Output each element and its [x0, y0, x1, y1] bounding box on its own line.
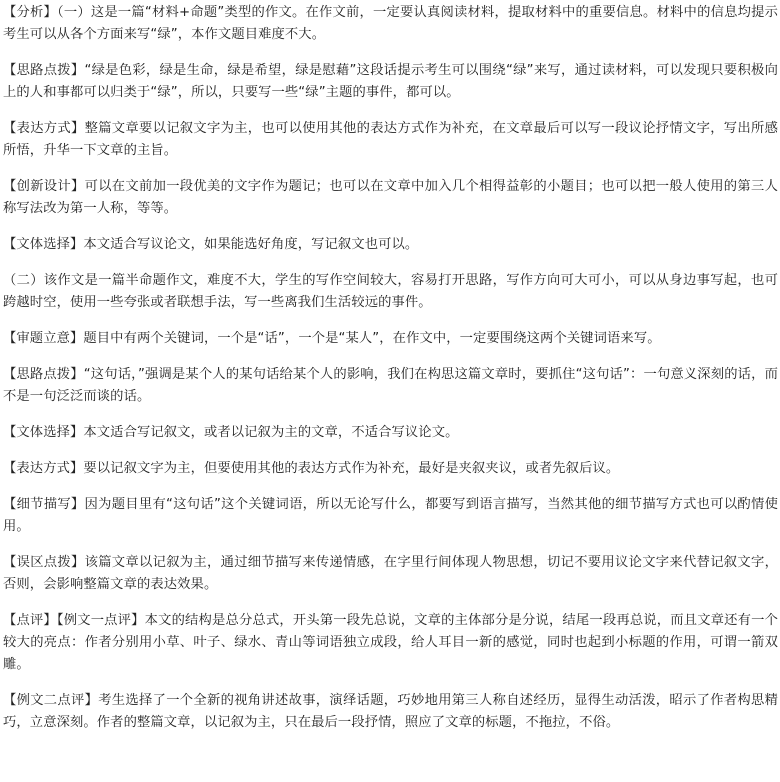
paragraph-analysis [3, 2, 778, 46]
paragraph-pitfalls [3, 552, 778, 596]
paragraph-tag: 【文体选择】 [3, 237, 84, 252]
paragraph-tag: 【创新设计】 [3, 179, 85, 194]
paragraph-tag: 【点评】【例文一点评】 [3, 613, 145, 628]
paragraph-text: 整篇文章要以记叙文字为主，也可以使用其他的表达方式作为补充，在文章最后可以写一段议论抒情文字，写出所感所悟，升华一下文章的主旨。 [3, 121, 778, 158]
paragraph-tag: 【细节描写】 [3, 497, 85, 512]
paragraph-genre [3, 234, 778, 256]
paragraph-text: 要以记叙文字为主，但要使用其他的表达方式作为补充，最好是夹叙夹议，或者先叙后议。 [83, 461, 620, 476]
paragraph-part-two-intro [3, 270, 778, 314]
paragraph-text: “这句话，”强调是某个人的某句话给某个人的影响，我们在构思这篇文章时，要抓住“这句话”：一句意义深刻的话，而不是一句泛泛而谈的话。 [3, 367, 778, 404]
paragraph-expression-2 [3, 458, 778, 480]
paragraph-tag: 【思路点拨】 [3, 63, 85, 78]
paragraph-thinking-tips [3, 60, 778, 104]
paragraph-text: 本文的结构是总分总式，开头第一段先总说，文章的主体部分是分说，结尾一段再总说，而且文章还有一个较大的亮点：作者分别用小草、叶子、绿水、青山等词语独立成段，给人耳目一新的感觉，同时也起到小标题的作用，可谓一箭双雕。 [3, 613, 778, 672]
paragraph-tag: 【分析】 [3, 5, 58, 20]
paragraph-tag: 【例文二点评】 [3, 693, 99, 708]
paragraph-detail-description [3, 494, 778, 538]
paragraph-review-example-1 [3, 610, 778, 676]
paragraph-tag: 【表达方式】 [3, 121, 85, 136]
paragraph-thinking-tips-2 [3, 364, 778, 408]
paragraph-tag: 【文体选择】 [3, 425, 84, 440]
paragraph-text: 本文适合写记叙文，或者以记叙为主的文章，不适合写议论文。 [83, 425, 459, 440]
paragraph-text: 因为题目里有“这句话”这个关键词语，所以无论写什么，都要写到语言描写，当然其他的细节描写方式也可以酌情使用。 [3, 497, 778, 534]
paragraph-text: （二）该作文是一篇半命题作文，难度不大，学生的写作空间较大，容易打开思路，写作方向可大可小，可以从身边事写起，也可跨越时空，使用一些夸张或者联想手法，写一些离我们生活较远的事件。 [3, 273, 778, 310]
paragraph-text: 该篇文章以记叙为主，通过细节描写来传递情感，在字里行间体现人物思想，切记不要用议论文字来代替记叙文字，否则，会影响整篇文章的表达效果。 [3, 555, 778, 592]
paragraph-tag: 【误区点拨】 [3, 555, 85, 570]
paragraph-tag: 【表达方式】 [3, 461, 84, 476]
paragraph-topic-intent [3, 328, 778, 350]
paragraph-tag: 【审题立意】 [3, 331, 84, 346]
paragraph-text: 可以在文前加一段优美的文字作为题记；也可以在文章中加入几个相得益彰的小题目；也可以把一般人使用的第三人称写法改为第一人称，等等。 [3, 179, 778, 216]
paragraph-innovation [3, 176, 778, 220]
paragraph-text: （一）这是一篇“材料+命题”类型的作文。在作文前，一定要认真阅读材料，提取材料中的重要信息。材料中的信息均提示考生可以从各个方面来写“绿”，本作文题目难度不大。 [3, 5, 778, 42]
paragraph-expression [3, 118, 778, 162]
paragraph-text: “绿是色彩，绿是生命，绿是希望，绿是慰藉”这段话提示考生可以围绕“绿”来写，通过读材料，可以发现只要积极向上的人和事都可以归类于“绿”，所以，只要写一些“绿”主题的事件，都可以。 [3, 63, 778, 100]
paragraph-text: 本文适合写议论文，如果能选好角度，写记叙文也可以。 [83, 237, 419, 252]
paragraph-review-example-2 [3, 690, 778, 734]
paragraph-genre-2 [3, 422, 778, 444]
paragraph-text: 考生选择了一个全新的视角讲述故事，演绎话题，巧妙地用第三人称自述经历，显得生动活泼，昭示了作者构思精巧，立意深刻。作者的整篇文章，以记叙为主，只在最后一段抒情，照应了文章的标题，不拖拉，不俗。 [3, 693, 778, 730]
paragraph-text: 题目中有两个关键词，一个是“话”，一个是“某人”，在作文中，一定要围绕这两个关键词语来写。 [83, 331, 661, 346]
paragraph-tag: 【思路点拨】 [3, 367, 84, 382]
